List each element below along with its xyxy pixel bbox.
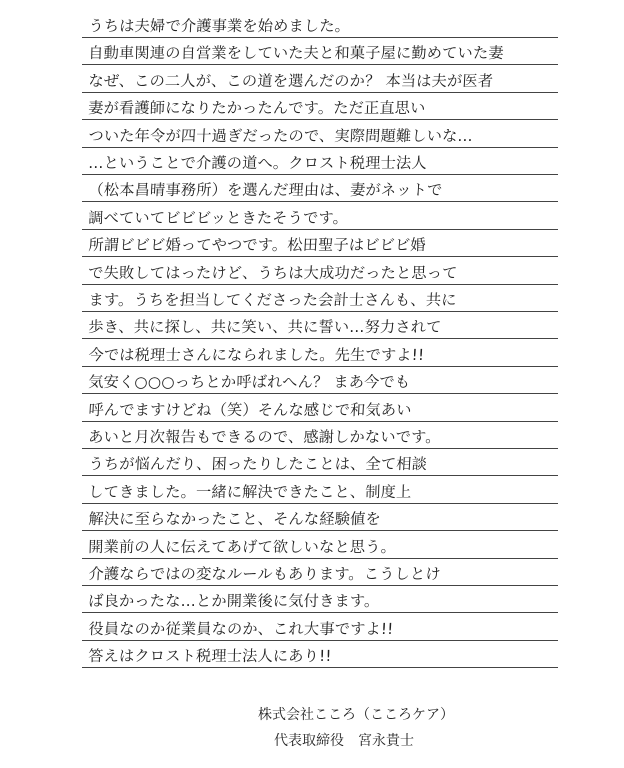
ruled-line	[82, 201, 558, 202]
handwritten-line: …ということで介護の道へ。クロスト税理士法人	[88, 154, 428, 172]
ruled-line	[82, 366, 558, 367]
handwritten-line: で失敗してはったけど、うちは大成功だったと思って	[88, 263, 458, 282]
ruled-line	[82, 64, 558, 65]
ruled-line	[82, 475, 558, 476]
handwritten-line: うちは夫婦で介護事業を始めました。	[88, 17, 351, 35]
ruled-line	[82, 311, 558, 312]
signature-title-name: 代表取締役 宮永貴士	[274, 733, 414, 749]
ruled-line	[82, 393, 558, 394]
handwritten-line: ば良かったな…とか開業後に気付きます。	[88, 592, 380, 611]
ruled-line	[82, 37, 558, 38]
ruled-line	[82, 503, 558, 504]
ruled-line	[82, 92, 558, 93]
ruled-line	[82, 667, 558, 668]
handwritten-line: 解決に至らなかったこと、そんな経験値を	[88, 510, 382, 529]
handwritten-line: うちが悩んだり、困ったりしたことは、全て相談	[88, 455, 428, 474]
handwritten-line: 今では税理士さんになられました。先生ですよ!!	[88, 345, 425, 364]
ruled-line	[82, 558, 558, 559]
handwritten-line: 役員なのか従業員なのか、これ大事ですよ!!	[88, 619, 394, 638]
handwritten-line: 調べていてビビビッときたそうです。	[88, 208, 349, 227]
handwritten-line: 開業前の人に伝えてあげて欲しいなと思う。	[88, 537, 397, 556]
handwritten-line: 歩き、共に探し、共に笑い、共に誓い…努力されて	[88, 318, 442, 337]
handwritten-line: あいと月次報告もできるので、感謝しかないです。	[88, 428, 441, 446]
handwritten-line: 自動車関連の自営業をしていた夫と和菓子屋に勤めていた妻	[88, 44, 504, 63]
ruled-line	[82, 174, 558, 175]
handwritten-line: 気安く○○○っちとか呼ばれへん？ まあ今でも	[88, 373, 411, 392]
ruled-line	[82, 612, 558, 613]
ruled-line	[82, 229, 558, 230]
handwritten-line: してきました。一緒に解決できたこと、制度上	[88, 482, 412, 501]
ruled-line	[82, 448, 558, 449]
handwritten-line: ついた年令が四十過ぎだったので、実際問題難しいな…	[88, 126, 474, 145]
ruled-line	[82, 284, 558, 285]
ruled-line	[82, 421, 558, 422]
handwritten-line: ます。うちを担当してくださった会計士さんも、共に	[88, 291, 458, 309]
ruled-line	[82, 585, 558, 586]
handwritten-line: 答えはクロスト税理士法人にあり!!	[88, 647, 332, 666]
handwritten-line: なぜ、この二人が、この道を選んだのか？ 本当は夫が医者	[88, 71, 494, 90]
ruled-line	[82, 640, 558, 641]
handwritten-line: 呼んでますけどね（笑）そんな感じで和気あい	[88, 400, 413, 419]
ruled-line	[82, 256, 558, 257]
ruled-line	[82, 147, 558, 148]
handwritten-line: 所謂ビビビ婚ってやつです。松田聖子はビビビ婚	[88, 236, 427, 255]
handwritten-line: 介護ならではの変なルールもあります。こうしとけ	[88, 565, 442, 583]
ruled-line	[82, 530, 558, 531]
ruled-line	[82, 119, 558, 120]
handwritten-line: （松本昌晴事務所）を選んだ理由は、妻がネットで	[88, 181, 443, 200]
ruled-line	[82, 338, 558, 339]
signature-company: 株式会社こころ（こころケア）	[258, 707, 454, 723]
handwritten-line: 妻が看護師になりたかったんです。ただ正直思い	[88, 99, 426, 118]
